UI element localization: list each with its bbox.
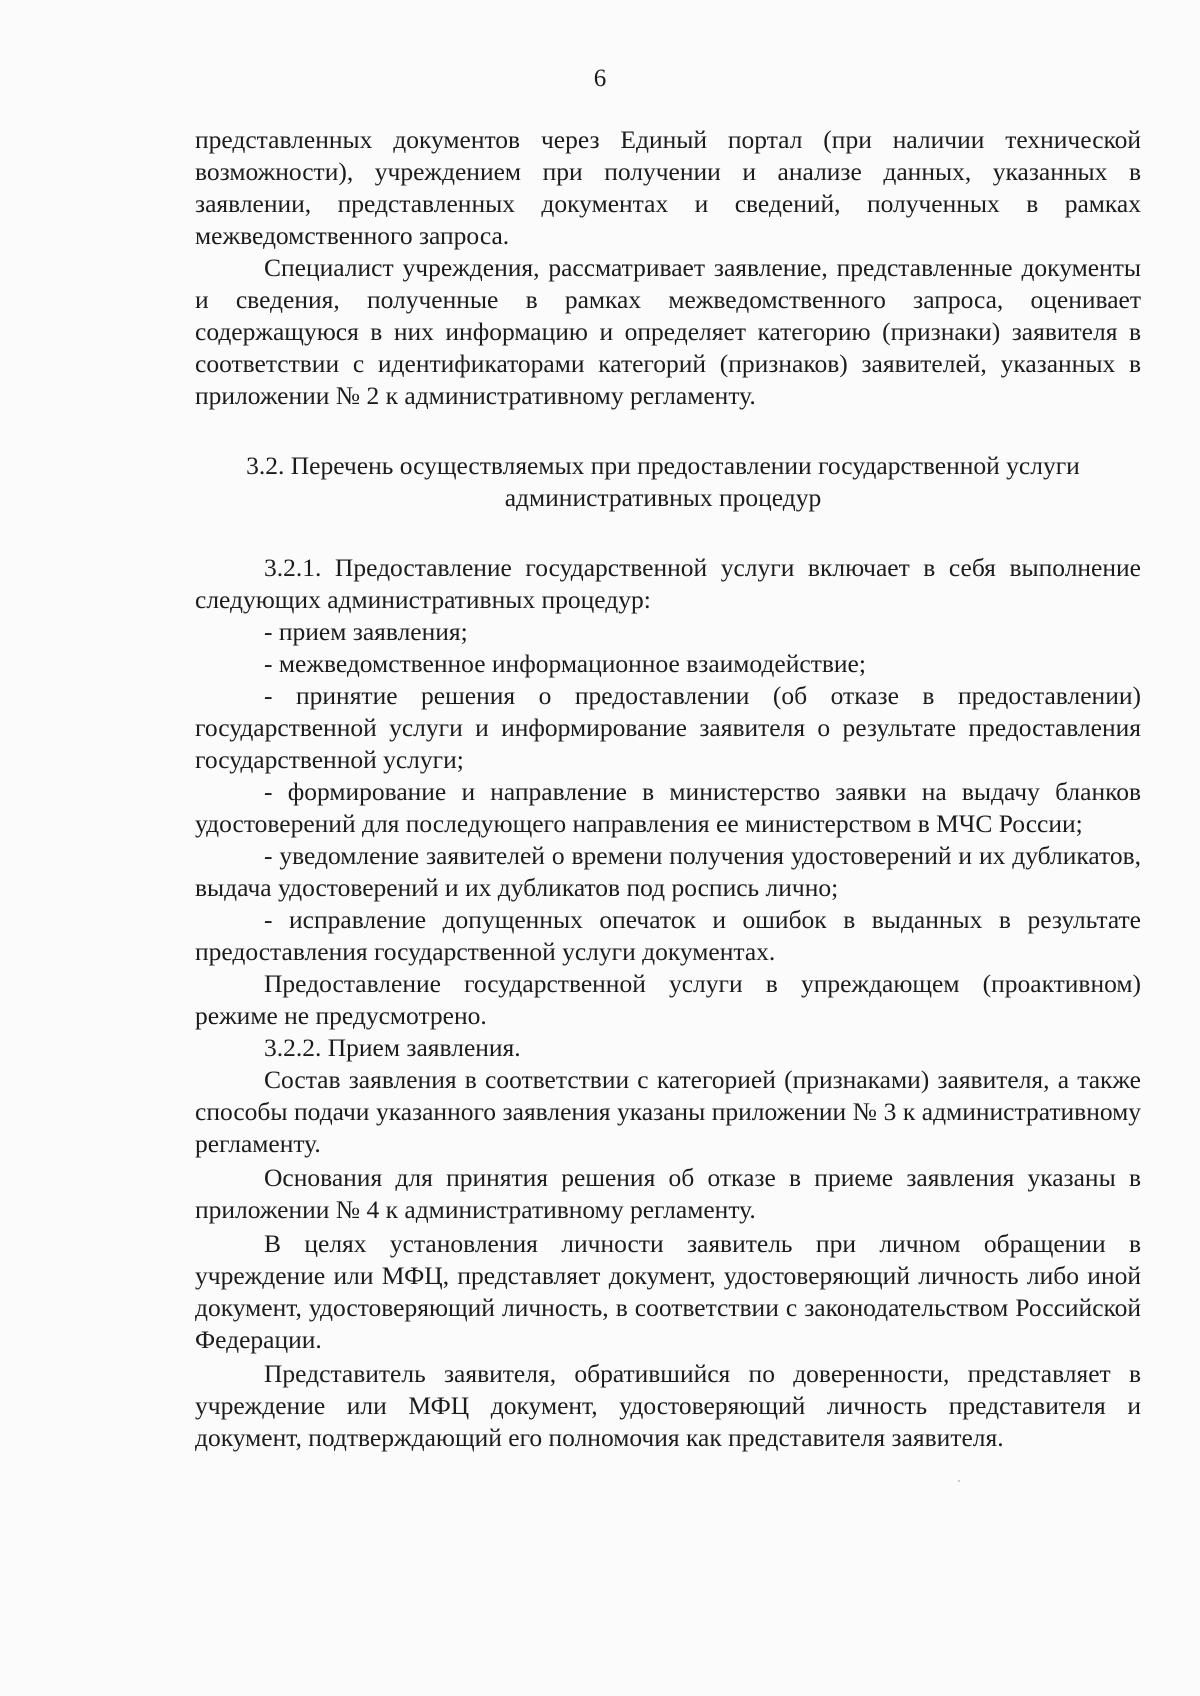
section-heading [195, 450, 1141, 514]
paragraph-322-title: 3.2.2. Прием заявления. [264, 1033, 521, 1062]
paragraph-refusal-grounds: Основания для принятия решения об отказе в приеме заявления указаны в приложении № 4 к административному регламенту. [195, 1163, 1141, 1224]
list-item-procedure: - принятие решения о предоставлении (об отказе в предоставлении) государственной услуги и информирование заявителя о результате предоставления государственной услуги; [195, 681, 1141, 774]
list-item-procedure: - формирование и направление в министерство заявки на выдачу бланков удостоверений для последующего направления ее министерством в МЧС России; [195, 777, 1141, 838]
paragraph-identity: В целях установления личности заявитель при личном обращении в учреждение или МФЦ, представляет документ, удостоверяющий личность либо иной документ, удостоверяющий личность, в соответствии с законодательством Российской Федерации. [195, 1229, 1141, 1354]
paragraph-proactive: Предоставление государственной услуги в упреждающем (проактивном) режиме не предусмотрено. [195, 969, 1141, 1030]
paragraph-321-intro: 3.2.1. Предоставление государственной услуги включает в себя выполнение следующих административных процедур: [195, 553, 1141, 614]
paragraph-representative: Представитель заявителя, обратившийся по доверенности, представляет в учреждение или МФЦ документ, удостоверяющий личность представителя и документ, подтверждающий его полномочия как представителя заявителя. [195, 1359, 1141, 1452]
paragraph-continuation: представленных документов через Единый портал (при наличии технической возможности), учреждением при получении и анализе данных, указанных в заявлении, представленных документах и сведений, полученных в рамках межведомственного запроса. [195, 125, 1141, 250]
document-body [195, 124, 1141, 1454]
list-item-procedure: - исправление допущенных опечаток и ошибок в выданных в результате предоставления государственной услуги документах. [195, 905, 1141, 966]
list-item-procedure: - уведомление заявителей о времени получения удостоверений и их дубликатов, выдача удостоверений и их дубликатов под роспись лично; [195, 841, 1141, 902]
paragraph-specialist: Специалист учреждения, рассматривает заявление, представленные документы и сведения, полученные в рамках межведомственного запроса, оценивает содержащуюся в них информацию и определяет категорию (признаки) заявителя в соответствии с идентификаторами категорий (признаков) заявителей, указанных в приложении № 2 к административному регламенту. [195, 253, 1141, 410]
list-item-procedure: - межведомственное информационное взаимодействие; [264, 649, 866, 678]
list-item-procedure: - прием заявления; [264, 617, 468, 646]
section-heading-line-1: 3.2. Перечень осуществляемых при предоставлении государственной услуги [246, 451, 1080, 480]
page-number: 6 [593, 65, 607, 92]
paragraph-application-composition: Состав заявления в соответствии с категорией (признаками) заявителя, а также способы подачи указанного заявления указаны приложении № 3 к административному регламенту. [195, 1065, 1141, 1158]
section-heading-line-2: административных процедур [504, 483, 822, 512]
scan-speck [958, 1480, 960, 1482]
